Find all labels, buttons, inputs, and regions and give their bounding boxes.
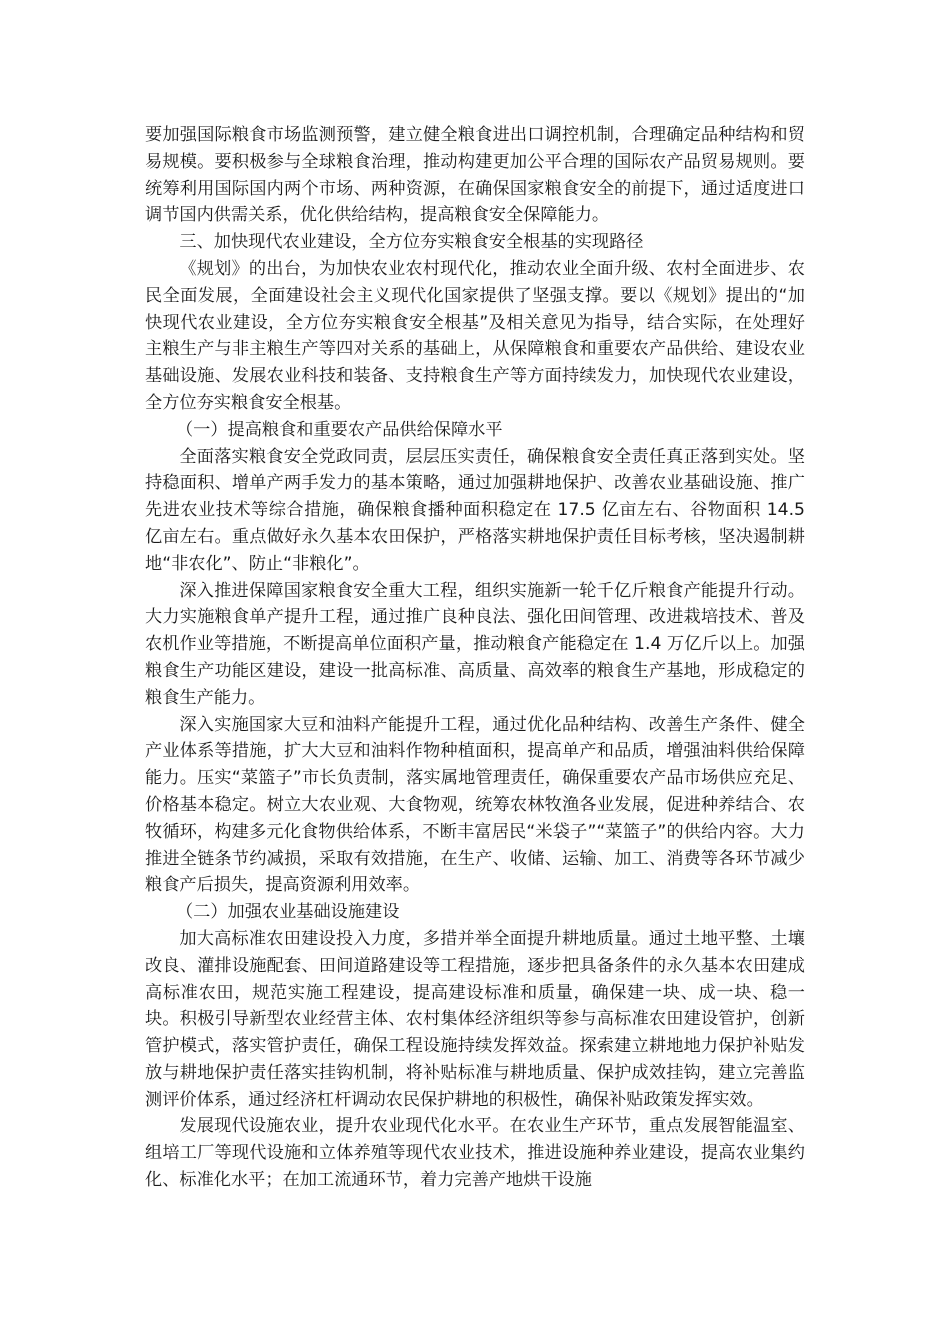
paragraph-grain-responsibility: 全面落实粮食安全党政同责，层层压实责任，确保粮食安全责任真正落到实处。坚持稳面积、增单产两手发力的基本策略，通过加强耕地保护、改善农业基础设施、推广先进农业技术等综合措施，确保粮食播种面积稳定在 17.5 亿亩左右、谷物面积 14.5 亿亩左右。重点做好永久基本农田保护，严格落实耕地保护责任目标考核，坚决遏制耕地“非农化”、防止“非粮化”。 (145, 446, 805, 574)
paragraph-grain-capacity: 深入推进保障国家粮食安全重大工程，组织实施新一轮千亿斤粮食产能提升行动。大力实施粮食单产提升工程，通过推广良种良法、强化田间管理、改进栽培技术、普及农机作业等措施，不断提高单位面积产量，推动粮食产能稳定在 1.4 万亿斤以上。加强粮食生产功能区建设，建设一批高标准、高质量、高效率的粮食生产基地，形成稳定的粮食生产能力。 (145, 580, 805, 708)
paragraph-facility-agriculture: 发展现代设施农业，提升农业现代化水平。在农业生产环节，重点发展智能温室、组培工厂等现代设施和立体养殖等现代农业技术，推进设施种养业建设，提高农业集约化、标准化水平；在加工流通环节，着力完善产地烘干设施 (145, 1116, 805, 1191)
subsection-heading-1: （一）提高粮食和重要农产品供给保障水平 (175, 419, 503, 440)
paragraph-intro-continued: 要加强国际粮食市场监测预警，建立健全粮食进出口调控机制，合理确定品种结构和贸易规模。要积极参与全球粮食治理，推动构建更加公平合理的国际农产品贸易规则。要统筹利用国际国内两个市场、两种资源，在确保国家粮食安全的前提下，通过适度进口调节国内供需关系，优化供给结构，提高粮食安全保障能力。 (145, 125, 805, 226)
document-body (145, 122, 805, 1194)
paragraph-plan-overview: 《规划》的出台，为加快农业农村现代化，推动农业全面升级、农村全面进步、农民全面发展，全面建设社会主义现代化国家提供了坚强支撑。要以《规划》提出的“加快现代农业建设，全方位夯实粮食安全根基”及相关意见为指导，结合实际，在处理好主粮生产与非主粮生产等四对关系的基础上，从保障粮食和重要农产品供给、建设农业基础设施、发展农业科技和装备、支持粮食生产等方面持续发力，加快现代农业建设，全方位夯实粮食安全根基。 (145, 258, 805, 413)
section-heading-3: 三、加快现代农业建设，全方位夯实粮食安全根基的实现路径 (179, 232, 644, 253)
paragraph-farmland-construction: 加大高标准农田建设投入力度，多措并举全面提升耕地质量。通过土地平整、土壤改良、灌排设施配套、田间道路建设等工程措施，逐步把具备条件的永久基本农田建成高标准农田，规范实施工程建设，提高建设标准和质量，确保建一块、成一块、稳一块。积极引导新型农业经营主体、农村集体经济组织等参与高标准农田建设管护，创新管护模式，落实管护责任，确保工程设施持续发挥效益。探索建立耕地地力保护补贴发放与耕地保护责任落实挂钩机制，将补贴标准与耕地质量、保护成效挂钩，建立完善监测评价体系，通过经济杠杆调动农民保护耕地的积极性，确保补贴政策发挥实效。 (145, 928, 805, 1110)
subsection-heading-2: （二）加强农业基础设施建设 (175, 902, 400, 923)
paragraph-soybean-oil: 深入实施国家大豆和油料产能提升工程，通过优化品种结构、改善生产条件、健全产业体系等措施，扩大大豆和油料作物种植面积，提高单产和品质，增强油料供给保障能力。压实“菜篮子”市长负责制，落实属地管理责任，确保重要农产品市场供应充足、价格基本稳定。树立大农业观、大食物观，统筹农林牧渔各业发展，促进种养结合、农牧循环，构建多元化食物供给体系，不断丰富居民“米袋子”“菜篮子”的供给内容。大力推进全链条节约减损，采取有效措施，在生产、收储、运输、加工、消费等各环节减少粮食产后损失，提高资源利用效率。 (145, 714, 805, 896)
